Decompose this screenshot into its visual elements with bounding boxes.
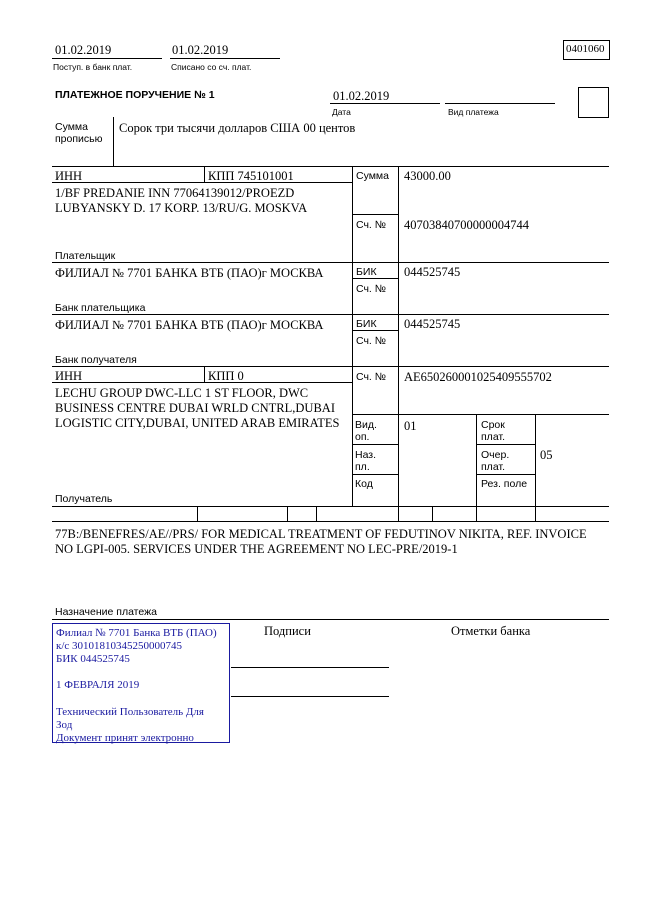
signature-line (231, 667, 389, 668)
stamp-accepted: Документ принят электронно (56, 732, 194, 744)
grid-line (476, 474, 535, 475)
srok-label-2: плат. (481, 431, 505, 443)
payer-account: 40703840700000004744 (404, 218, 529, 232)
payer-status-box (578, 87, 609, 118)
grid-line (52, 166, 609, 167)
payee-bank-name: ФИЛИАЛ № 7701 БАНКА ВТБ (ПАО)г МОСКВА (55, 318, 324, 332)
divider (445, 103, 555, 104)
grid-line (352, 278, 398, 279)
grid-line (52, 262, 609, 263)
vid-op-label-2: оп. (355, 431, 370, 443)
ocher-label-2: плат. (481, 461, 505, 473)
payer-inn-label: ИНН (55, 169, 83, 183)
payer-bank-account-label: Сч. № (356, 283, 387, 295)
grid-line (352, 214, 398, 215)
payer-name-1: 1/BF PREDANIE INN 77064139012/PROEZD (55, 186, 295, 200)
grid-line (476, 444, 535, 445)
ocher-value: 05 (540, 448, 553, 462)
kod-label: Код (355, 478, 373, 490)
grid-line (204, 166, 205, 182)
payer-account-label: Сч. № (356, 219, 387, 231)
vid-op-value: 01 (404, 419, 417, 433)
payer-bank-label: Банк плательщика (55, 302, 146, 314)
stamp-user-1: Технический Пользователь Для (56, 706, 204, 718)
naz-pl-label-1: Наз. (355, 449, 377, 461)
grid-line (352, 414, 609, 415)
payer-bank-bik: 044525745 (404, 265, 461, 279)
divider (113, 117, 114, 166)
payee-label: Получатель (55, 493, 113, 505)
grid-line (316, 506, 317, 521)
payment-type-label: Вид платежа (448, 107, 499, 117)
grid-line (52, 382, 352, 383)
stamp-date: 1 ФЕВРАЛЯ 2019 (56, 679, 140, 691)
bank-stamp (52, 623, 230, 743)
payee-inn-label: ИНН (55, 369, 83, 383)
grid-line (52, 366, 609, 367)
amount-value: 43000.00 (404, 169, 451, 183)
grid-line (52, 506, 609, 507)
payer-kpp: КПП 745101001 (208, 169, 294, 183)
divider (330, 103, 440, 104)
payee-bank-bik-label: БИК (356, 318, 377, 330)
grid-line (52, 619, 609, 620)
grid-line (52, 182, 352, 183)
document-date-label: Дата (332, 107, 351, 117)
payee-account: AE650260001025409555702 (404, 370, 552, 384)
grid-line (52, 314, 609, 315)
rez-pole-label: Рез. поле (481, 478, 528, 490)
payee-bank-label: Банк получателя (55, 354, 137, 366)
amount-words-label-2: прописью (55, 133, 103, 145)
grid-line (352, 474, 398, 475)
payer-bank-bik-label: БИК (356, 266, 377, 278)
date-debited: 01.02.2019 (172, 43, 229, 57)
payee-name-3: LOGISTIC CITY,DUBAI, UNITED ARAB EMIRATES (55, 416, 340, 430)
payee-kpp: КПП 0 (208, 369, 244, 383)
amount-words-value: Сорок три тысячи долларов США 00 центов (119, 121, 356, 135)
grid-line (197, 506, 198, 521)
bank-marks-label: Отметки банка (451, 624, 531, 638)
purpose-line-2: NO LGPI-005. SERVICES UNDER THE AGREEMENT NO LEC-PRE/2019-1 (55, 542, 458, 556)
grid-line (432, 506, 433, 521)
payee-name-2: BUSINESS CENTRE DUBAI WRLD CNTRL,DUBAI (55, 401, 335, 415)
grid-line (476, 414, 477, 521)
signature-line (231, 696, 389, 697)
grid-line (204, 366, 205, 382)
date-received: 01.02.2019 (55, 43, 112, 57)
naz-pl-label-2: пл. (355, 461, 370, 473)
payee-name-1: LECHU GROUP DWC-LLC 1 ST FLOOR, DWC (55, 386, 309, 400)
grid-line (352, 166, 353, 506)
srok-label-1: Срок (481, 419, 505, 431)
stamp-bik: БИК 044525745 (56, 653, 130, 665)
amount-words-label-1: Сумма (55, 121, 88, 133)
stamp-user-2: Зод (56, 719, 73, 731)
purpose-line-1: 77B:/BENEFRES/AE//PRS/ FOR MEDICAL TREATMENT OF FEDUTINOV NIKITA, REF. INVOICE (55, 527, 587, 541)
payer-label: Плательщик (55, 250, 116, 262)
payee-account-label: Сч. № (356, 371, 387, 383)
grid-line (352, 444, 398, 445)
amount-label: Сумма (356, 170, 389, 182)
signatures-label: Подписи (264, 624, 311, 638)
form-code: 0401060 (566, 43, 605, 55)
grid-line (535, 414, 536, 521)
document-date: 01.02.2019 (333, 89, 390, 103)
stamp-corr-account: к/с 30101810345250000745 (56, 640, 183, 652)
date-received-label: Поступ. в банк плат. (53, 62, 133, 72)
grid-line (52, 521, 609, 522)
payee-bank-account-label: Сч. № (356, 335, 387, 347)
date-debited-label: Списано со сч. плат. (171, 62, 252, 72)
divider (52, 58, 162, 59)
vid-op-label-1: Вид. (355, 419, 377, 431)
grid-line (398, 166, 399, 521)
document-title: ПЛАТЕЖНОЕ ПОРУЧЕНИЕ № 1 (55, 89, 215, 101)
ocher-label-1: Очер. (481, 449, 510, 461)
stamp-bank-name: Филиал № 7701 Банка ВТБ (ПАО) (56, 627, 217, 639)
grid-line (352, 330, 398, 331)
payee-bank-bik: 044525745 (404, 317, 461, 331)
payer-bank-name: ФИЛИАЛ № 7701 БАНКА ВТБ (ПАО)г МОСКВА (55, 266, 324, 280)
divider (170, 58, 280, 59)
payer-name-2: LUBYANSKY D. 17 KORP. 13/RU/G. MOSKVA (55, 201, 308, 215)
purpose-label: Назначение платежа (55, 606, 157, 618)
grid-line (287, 506, 288, 521)
